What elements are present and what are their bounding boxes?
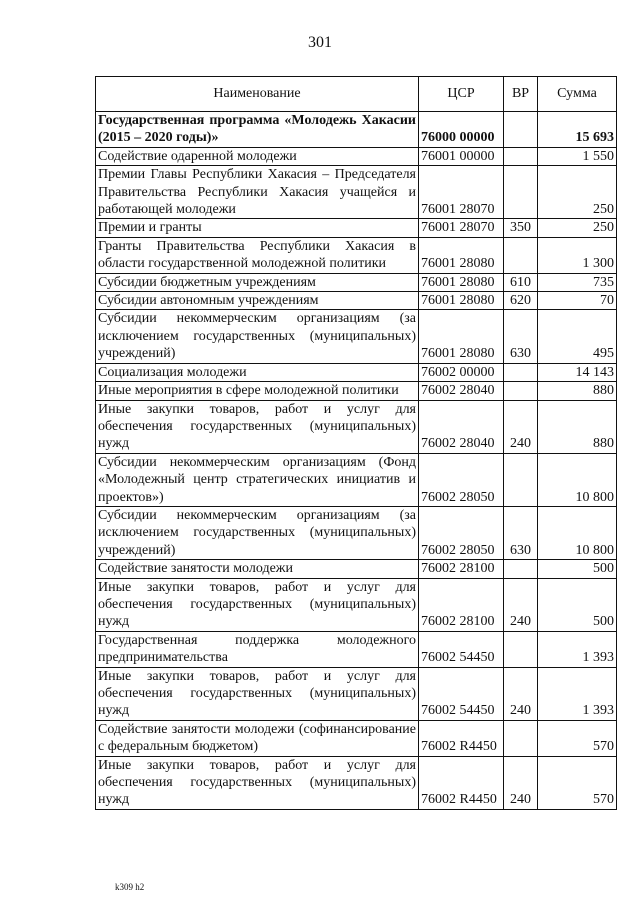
table-row: [96, 292, 617, 310]
table-row: [96, 112, 617, 148]
cell-sum: 1 393: [538, 667, 617, 720]
cell-name: Субсидии некоммерческим организациям (Фонд «Молодежный центр стратегических инициатив и проектов»): [96, 453, 419, 506]
cell-name: Государственная поддержка молодежного предпринимательства: [96, 631, 419, 667]
cell-sum: 250: [538, 166, 617, 219]
table-row: [96, 506, 617, 559]
cell-vr: [504, 363, 538, 381]
cell-vr: [504, 560, 538, 578]
cell-name: Премии Главы Республики Хакасия – Председателя Правительства Республики Хакасия учащейся и работающей молодежи: [96, 166, 419, 219]
cell-sum: 250: [538, 219, 617, 237]
cell-vr: 630: [504, 506, 538, 559]
cell-csr: 76002 00000: [419, 363, 504, 381]
cell-sum: 15 693: [538, 112, 617, 148]
cell-csr: 76001 28080: [419, 273, 504, 291]
cell-sum: 70: [538, 292, 617, 310]
table-row: [96, 667, 617, 720]
cell-sum: 495: [538, 310, 617, 363]
cell-name: Иные закупки товаров, работ и услуг для обеспечения государственных (муниципальных) нужд: [96, 400, 419, 453]
cell-csr: 76000 00000: [419, 112, 504, 148]
table-row: [96, 310, 617, 363]
header-vr: ВР: [504, 77, 538, 112]
table-row: [96, 166, 617, 219]
table-row: [96, 363, 617, 381]
cell-csr: 76002 54450: [419, 631, 504, 667]
cell-vr: [504, 237, 538, 273]
cell-csr: 76002 54450: [419, 667, 504, 720]
cell-vr: [504, 112, 538, 148]
cell-sum: 570: [538, 756, 617, 809]
table-row: [96, 400, 617, 453]
cell-vr: 240: [504, 578, 538, 631]
footer-code: k309 h2: [115, 882, 145, 892]
table-row: [96, 720, 617, 756]
table-row: [96, 756, 617, 809]
cell-name: Содействие занятости молодежи: [96, 560, 419, 578]
cell-name: Субсидии некоммерческим организациям (за исключением государственных (муниципальных) учреждений): [96, 506, 419, 559]
cell-vr: [504, 720, 538, 756]
cell-csr: 76002 28050: [419, 453, 504, 506]
cell-name: Субсидии бюджетным учреждениям: [96, 273, 419, 291]
cell-csr: 76001 28080: [419, 292, 504, 310]
cell-sum: 880: [538, 400, 617, 453]
table-row: [96, 631, 617, 667]
cell-vr: 620: [504, 292, 538, 310]
cell-name: Содействие одаренной молодежи: [96, 147, 419, 165]
cell-csr: 76002 R4450: [419, 756, 504, 809]
table-row: [96, 273, 617, 291]
cell-name: Субсидии некоммерческим организациям (за исключением государственных (муниципальных) учреждений): [96, 310, 419, 363]
cell-sum: 500: [538, 578, 617, 631]
cell-name: Содействие занятости молодежи (софинансирование с федеральным бюджетом): [96, 720, 419, 756]
cell-name: Иные закупки товаров, работ и услуг для обеспечения государственных (муниципальных) нужд: [96, 667, 419, 720]
cell-csr: 76001 28070: [419, 166, 504, 219]
cell-csr: 76001 28080: [419, 237, 504, 273]
cell-vr: [504, 631, 538, 667]
table-row: [96, 560, 617, 578]
cell-name: Гранты Правительства Республики Хакасия в области государственной молодежной политики: [96, 237, 419, 273]
cell-sum: 10 800: [538, 506, 617, 559]
cell-vr: 610: [504, 273, 538, 291]
cell-vr: [504, 382, 538, 400]
cell-sum: 14 143: [538, 363, 617, 381]
cell-name: Иные закупки товаров, работ и услуг для обеспечения государственных (муниципальных) нужд: [96, 756, 419, 809]
cell-vr: 350: [504, 219, 538, 237]
cell-vr: [504, 166, 538, 219]
budget-table: [95, 76, 617, 810]
cell-csr: 76002 28100: [419, 578, 504, 631]
cell-csr: 76002 28040: [419, 400, 504, 453]
cell-vr: 240: [504, 756, 538, 809]
header-csr: ЦСР: [419, 77, 504, 112]
table-row: [96, 578, 617, 631]
cell-vr: [504, 453, 538, 506]
cell-sum: 570: [538, 720, 617, 756]
cell-name: Государственная программа «Молодежь Хакасии (2015 – 2020 годы)»: [96, 112, 419, 148]
cell-vr: [504, 147, 538, 165]
table-row: [96, 453, 617, 506]
cell-sum: 1 393: [538, 631, 617, 667]
cell-csr: 76001 00000: [419, 147, 504, 165]
cell-name: Иные мероприятия в сфере молодежной политики: [96, 382, 419, 400]
cell-csr: 76002 R4450: [419, 720, 504, 756]
cell-sum: 1 550: [538, 147, 617, 165]
cell-sum: 880: [538, 382, 617, 400]
table-row: [96, 237, 617, 273]
cell-sum: 1 300: [538, 237, 617, 273]
cell-name: Иные закупки товаров, работ и услуг для обеспечения государственных (муниципальных) нужд: [96, 578, 419, 631]
cell-name: Субсидии автономным учреждениям: [96, 292, 419, 310]
cell-vr: 630: [504, 310, 538, 363]
cell-csr: 76001 28080: [419, 310, 504, 363]
table-row: [96, 147, 617, 165]
cell-sum: 735: [538, 273, 617, 291]
header-name: Наименование: [96, 77, 419, 112]
cell-name: Социализация молодежи: [96, 363, 419, 381]
cell-csr: 76002 28100: [419, 560, 504, 578]
table-row: [96, 382, 617, 400]
cell-csr: 76001 28070: [419, 219, 504, 237]
table-header-row: [96, 77, 617, 112]
cell-csr: 76002 28040: [419, 382, 504, 400]
table-row: [96, 219, 617, 237]
header-sum: Сумма: [538, 77, 617, 112]
cell-sum: 10 800: [538, 453, 617, 506]
cell-csr: 76002 28050: [419, 506, 504, 559]
page-number: 301: [308, 34, 332, 51]
cell-vr: 240: [504, 400, 538, 453]
cell-vr: 240: [504, 667, 538, 720]
cell-sum: 500: [538, 560, 617, 578]
cell-name: Премии и гранты: [96, 219, 419, 237]
